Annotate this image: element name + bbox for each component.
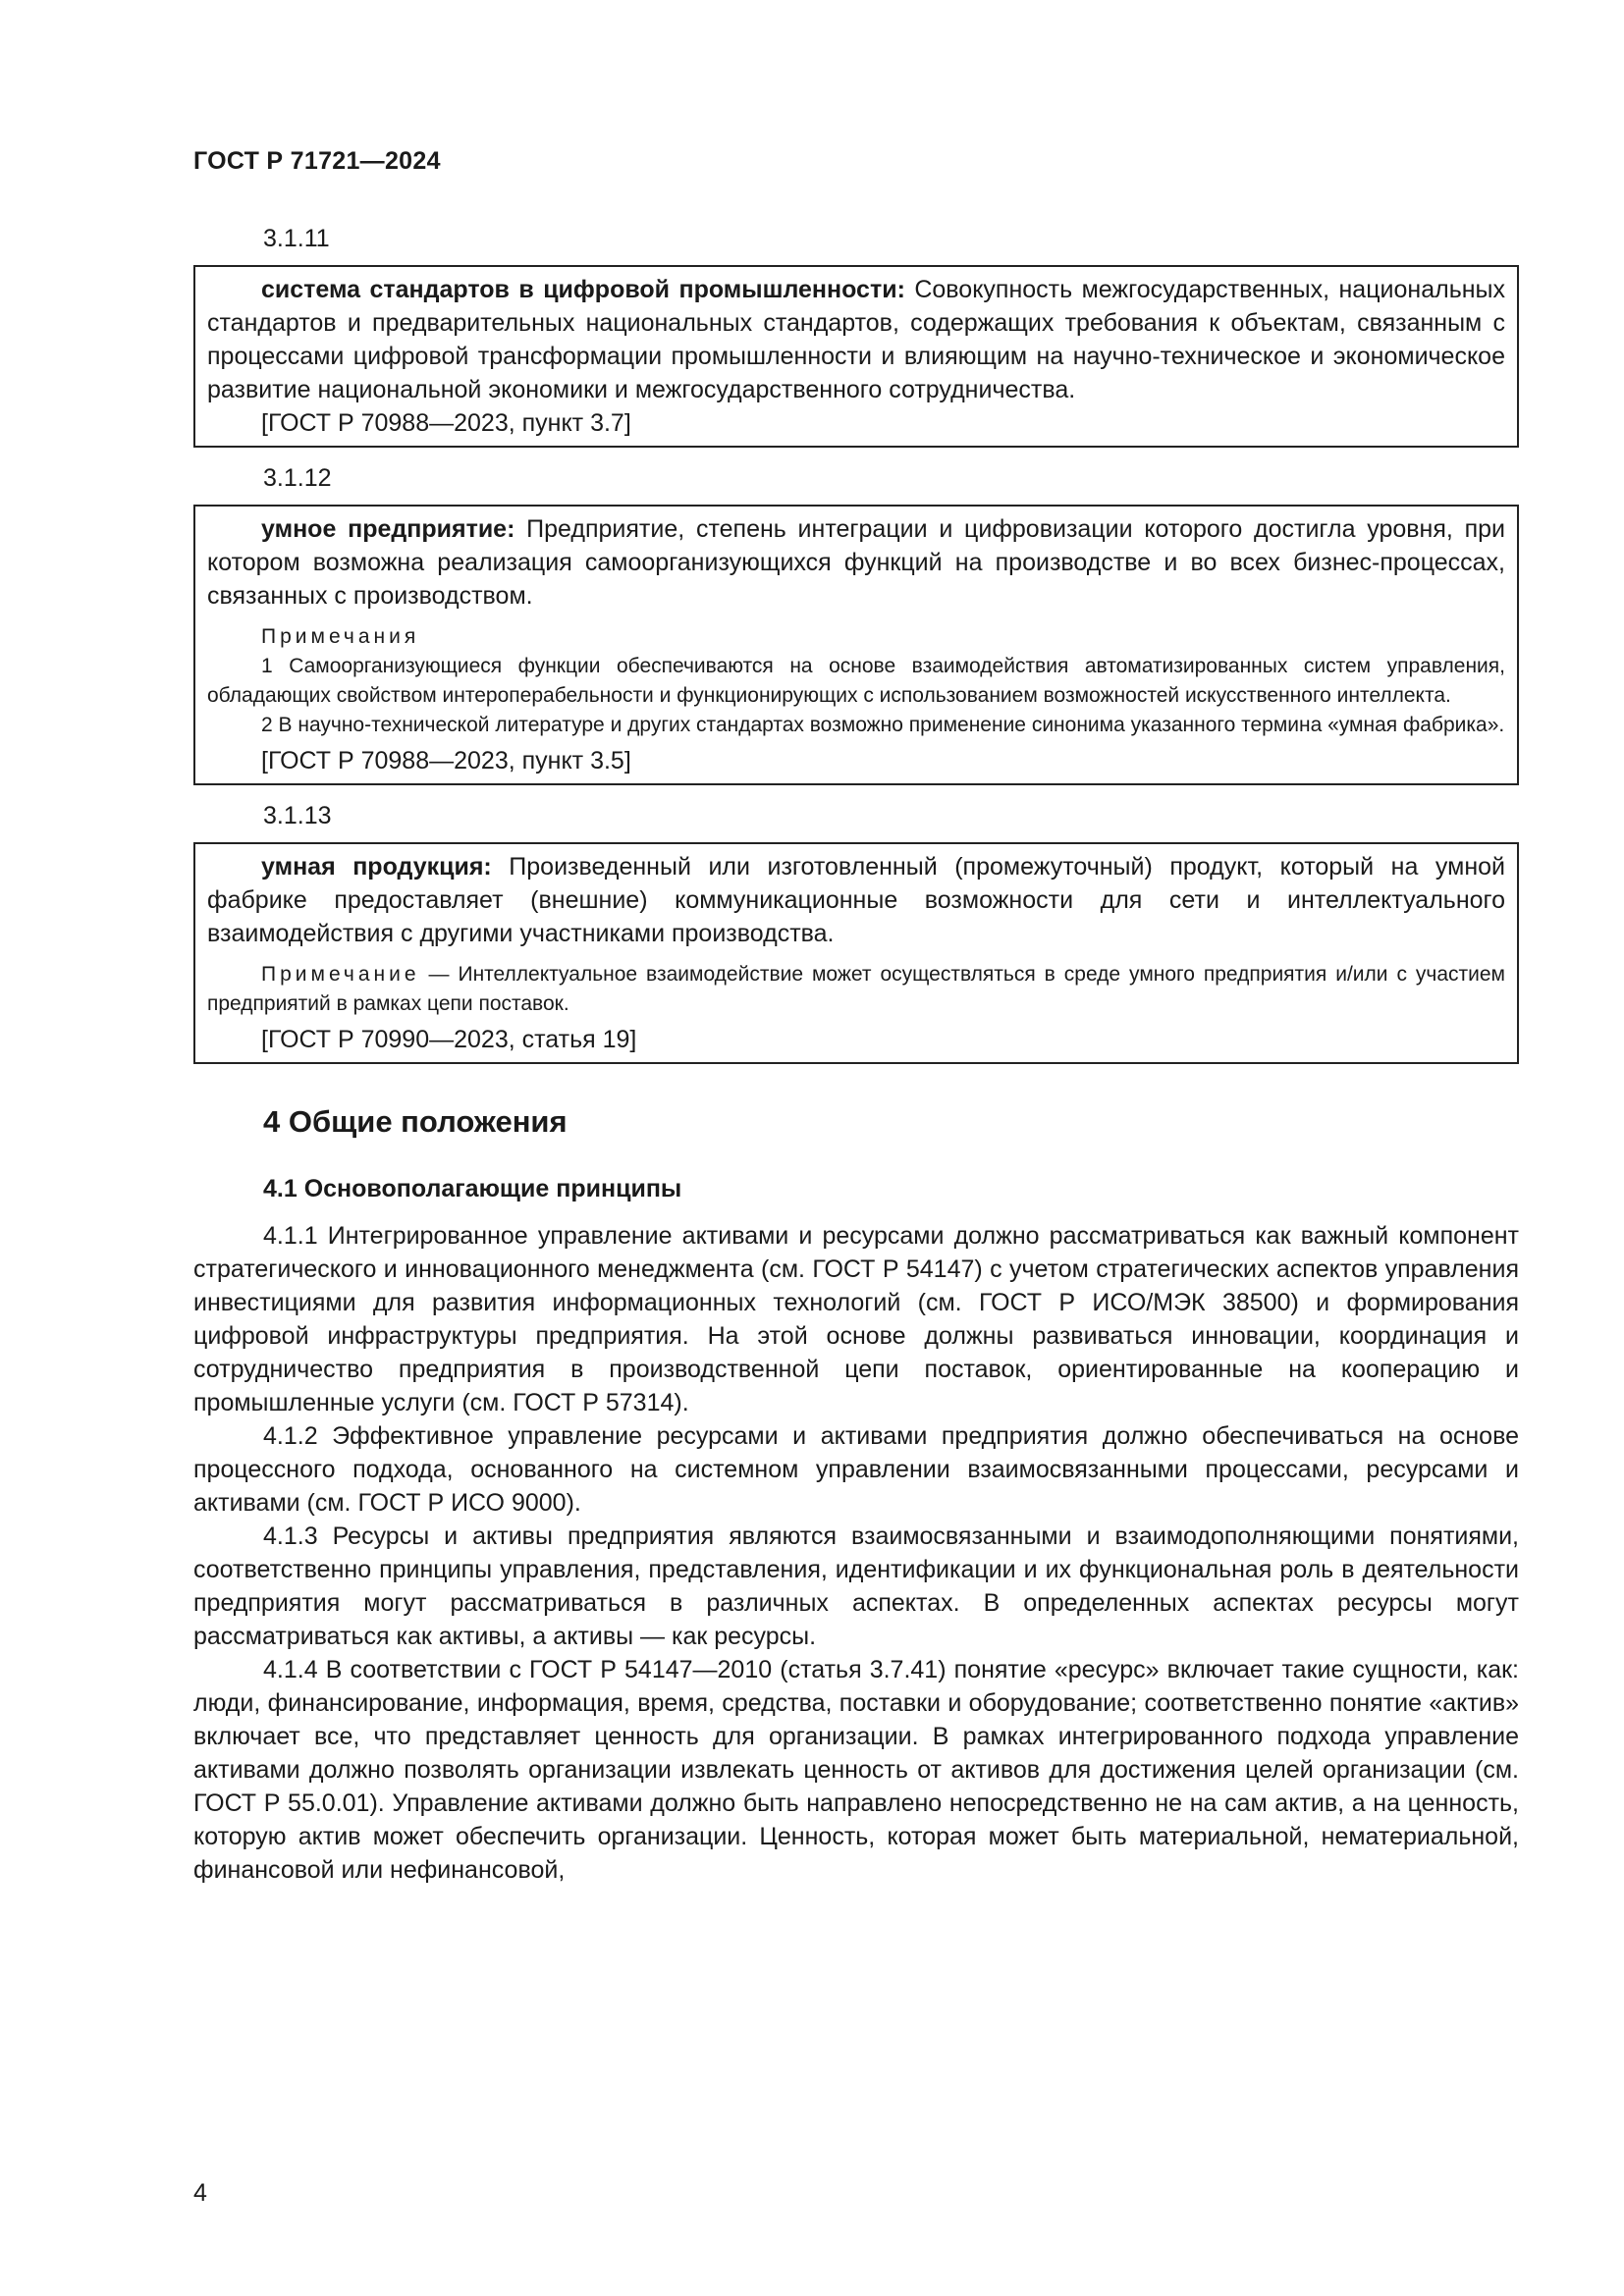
term-number: 3.1.11 xyxy=(263,225,330,252)
document-header: ГОСТ Р 71721—2024 xyxy=(193,147,441,175)
body-paragraph: 4.1.4 В соответствии с ГОСТ Р 54147—2010 (статья 3.7.41) понятие «ресурс» включает такие сущности, как: люди, финансирование, информация, время, средства, поставки и оборудование; соответственно понятие «актив» включает все, что представляет ценность для организации. В рамках интегрированного подхода управление активами должно позволять организации извлекать ценность от активов для достижения целей организации (см. ГОСТ Р 55.0.01). Управление активами должно быть направлено непосредственно не на сам актив, а на ценность, которую актив может обеспечить организации. Ценность, которая может быть материальной, нематериальной, финансовой или нефинансовой, xyxy=(193,1656,1519,1884)
body-paragraph: 4.1.3 Ресурсы и активы предприятия являются взаимосвязанными и взаимодополняющими понятиями, соответственно принципы управления, представления, идентификации и их функциональная роль в деятельности предприятия могут рассматриваться в различных аспектах. В определенных аспектах ресурсы могут рассматриваться как активы, а активы — как ресурсы. xyxy=(193,1522,1519,1650)
note-item xyxy=(207,960,1505,1019)
note-label: Примечание xyxy=(261,963,420,986)
body-paragraph: 4.1.1 Интегрированное управление активами и ресурсами должно рассматриваться как важный компонент стратегического и инновационного менеджмента (см. ГОСТ Р 54147) с учетом стратегических аспектов управления инвестициями для развития информационных технологий (см. ГОСТ Р ИСО/МЭК 38500) и формирования цифровой инфраструктуры предприятия. На этой основе должны развиваться инновации, координация и сотрудничество предприятия в производственной цепи поставок, ориентированные на кооперацию и промышленные услуги (см. ГОСТ Р 57314). xyxy=(193,1222,1519,1416)
subsection-heading: 4.1 Основополагающие принципы xyxy=(263,1175,682,1202)
note-text: — Интеллектуальное взаимодействие может осуществляться в среде умного предприятия и/или с участием предприятий в рамках цепи поставок. xyxy=(207,963,1505,1015)
term-box xyxy=(193,505,1519,785)
term-definition xyxy=(207,273,1505,406)
term-notes xyxy=(207,960,1505,1019)
page-content xyxy=(193,222,1519,1887)
term-name: система стандартов в цифровой промышленности: xyxy=(261,276,905,303)
note-item: 1 Самоорганизующиеся функции обеспечиваются на основе взаимодействия автоматизированных систем управления, обладающих свойством интероперабельности и функционирующих с использованием возможностей искусственного интеллекта. xyxy=(207,655,1505,707)
term-definition-text: Совокупность межгосударственных, национальных стандартов и предварительных национальных стандартов, содержащих требования к объектам, связанным с процессами цифровой трансформации промышленности и влияющим на научно-техническое и экономическое развитие национальной экономики и межгосударственного сотрудничества. xyxy=(207,276,1505,403)
term-box xyxy=(193,842,1519,1064)
term-definition xyxy=(207,850,1505,950)
term-name: умная продукция: xyxy=(261,853,492,881)
term-notes xyxy=(207,622,1505,740)
term-source: [ГОСТ Р 70990—2023, статья 19] xyxy=(261,1026,637,1053)
term-source: [ГОСТ Р 70988—2023, пункт 3.5] xyxy=(261,747,631,774)
term-name: умное предприятие: xyxy=(261,515,515,543)
notes-heading: Примечания xyxy=(261,625,420,648)
term-box xyxy=(193,265,1519,448)
term-number: 3.1.12 xyxy=(263,464,332,492)
page-number: 4 xyxy=(193,2179,207,2207)
term-definition-text: Предприятие, степень интеграции и цифровизации которого достигла уровня, при котором возможна реализация самоорганизующихся функций на производстве и во всех бизнес-процессах, связанных с производством. xyxy=(207,515,1505,610)
body-paragraph: 4.1.2 Эффективное управление ресурсами и активами предприятия должно обеспечиваться на основе процессного подхода, основанного на системном управлении взаимосвязанными процессами, ресурсами и активами (см. ГОСТ Р ИСО 9000). xyxy=(193,1422,1519,1517)
term-definition-text: Произведенный или изготовленный (промежуточный) продукт, который на умной фабрике предоставляет (внешние) коммуникационные возможности для сети и интеллектуального взаимодействия с другими участниками производства. xyxy=(207,853,1505,947)
note-item: 2 В научно-технической литературе и других стандартах возможно применение синонима указанного термина «умная фабрика». xyxy=(261,714,1505,736)
term-number: 3.1.13 xyxy=(263,802,332,829)
term-source: [ГОСТ Р 70988—2023, пункт 3.7] xyxy=(261,409,631,437)
section-heading: 4 Общие положения xyxy=(263,1104,568,1139)
term-definition xyxy=(207,512,1505,613)
